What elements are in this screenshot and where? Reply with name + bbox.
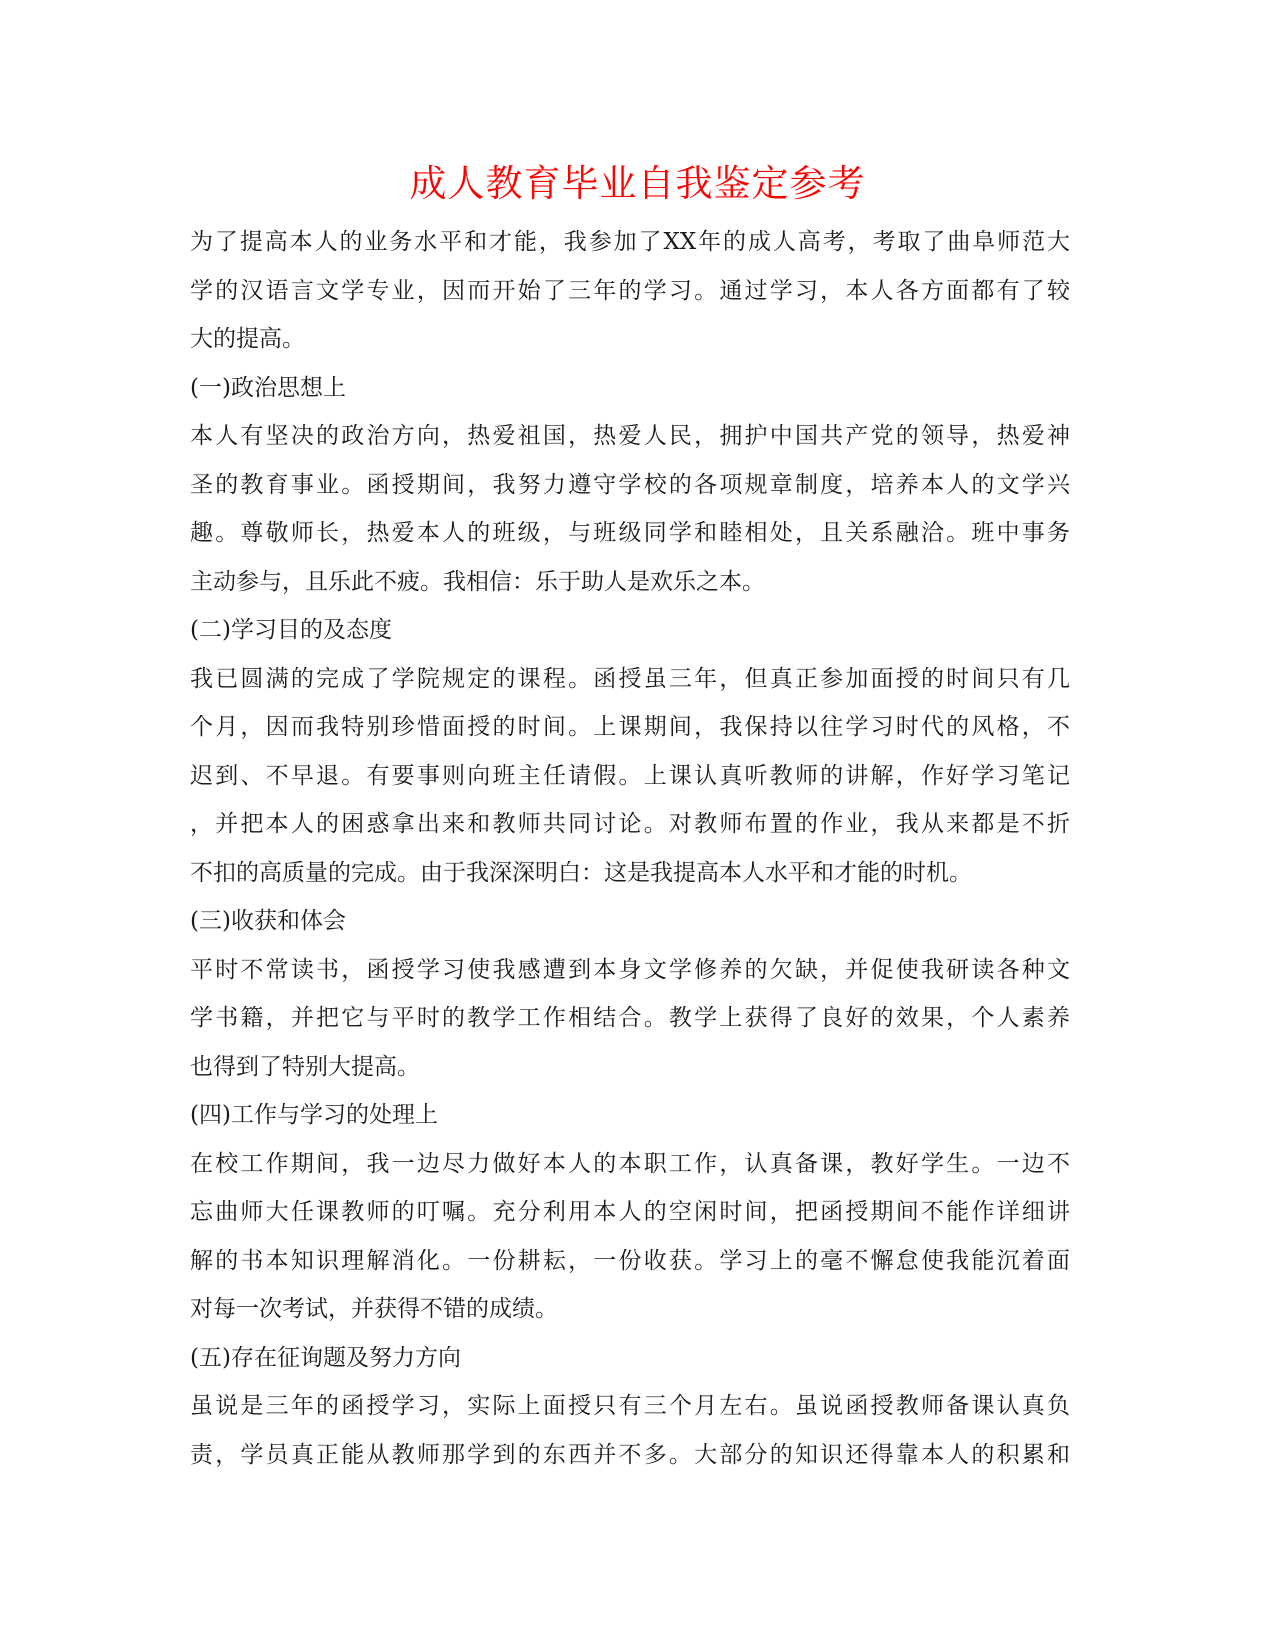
text-line: (一)政治思想上 <box>190 374 346 401</box>
text-line: 对每一次考试，并获得不错的成绩。 <box>190 1296 558 1322</box>
text-line: (四)工作与学习的处理上 <box>190 1102 438 1128</box>
text-line: (五)存在征询题及努力方向 <box>190 1344 461 1371</box>
text-line: 学书籍，并把它与平时的教学工作相结合。教学上获得了良好的效果，个人素养 <box>190 1005 1070 1031</box>
text-line: 平时不常读书，函授学习使我感遭到本身文学修养的欠缺，并促使我研读各种文 <box>190 956 1070 983</box>
text-line: 圣的教育事业。函授期间，我努力遵守学校的各项规章制度，培养本人的文学兴 <box>190 471 1070 498</box>
text-line: 我已圆满的完成了学院规定的课程。函授虽三年，但真正参加面授的时间只有几 <box>190 665 1070 692</box>
text-line: 虽说是三年的函授学习，实际上面授只有三个月左右。虽说函授教师备课认真负 <box>190 1393 1070 1419</box>
text-line: 责，学员真正能从教师那学到的东西并不多。大部分的知识还得靠本人的积累和 <box>190 1441 1070 1468</box>
text-line: 忘曲师大任课教师的叮嘱。充分利用本人的空闲时间，把函授期间不能作详细讲 <box>190 1199 1070 1225</box>
text-line: 解的书本知识理解消化。一份耕耘，一份收获。学习上的毫不懈怠使我能沉着面 <box>190 1247 1070 1274</box>
text-line: 为了提高本人的业务水平和才能，我参加了XX年的成人高考，考取了曲阜师范大 <box>190 229 1070 255</box>
text-line: 学的汉语言文学专业，因而开始了三年的学习。通过学习，本人各方面都有了较 <box>190 277 1070 304</box>
document-body <box>190 218 1070 1479</box>
text-line: 本人有坚决的政治方向，热爱祖国，热爱人民，拥护中国共产党的领导，热爱神 <box>190 423 1070 449</box>
text-line: 也得到了特别大提高。 <box>190 1053 420 1080</box>
text-line: (二)学习目的及态度 <box>190 617 392 643</box>
text-line: 个月，因而我特别珍惜面授的时间。上课期间，我保持以往学习时代的风格，不 <box>190 714 1070 740</box>
text-line: 在校工作期间，我一边尽力做好本人的本职工作，认真备课，教好学生。一边不 <box>190 1150 1070 1177</box>
text-line: 趣。尊敬师长，热爱本人的班级，与班级同学和睦相处，且关系融洽。班中事务 <box>190 520 1070 546</box>
text-line: 大的提高。 <box>190 326 305 352</box>
text-line: 迟到、不早退。有要事则向班主任请假。上课认真听教师的讲解，作好学习笔记 <box>190 762 1070 789</box>
text-line: 不扣的高质量的完成。由于我深深明白：这是我提高本人水平和才能的时机。 <box>190 859 972 886</box>
text-line: (三)收获和体会 <box>190 908 346 934</box>
document-title: 成人教育毕业自我鉴定参考 <box>409 162 866 205</box>
text-line: ，并把本人的困惑拿出来和教师共同讨论。对教师布置的作业，我从来都是不折 <box>190 811 1070 837</box>
text-line: 主动参与，且乐此不疲。我相信：乐于助人是欢乐之本。 <box>190 568 765 595</box>
